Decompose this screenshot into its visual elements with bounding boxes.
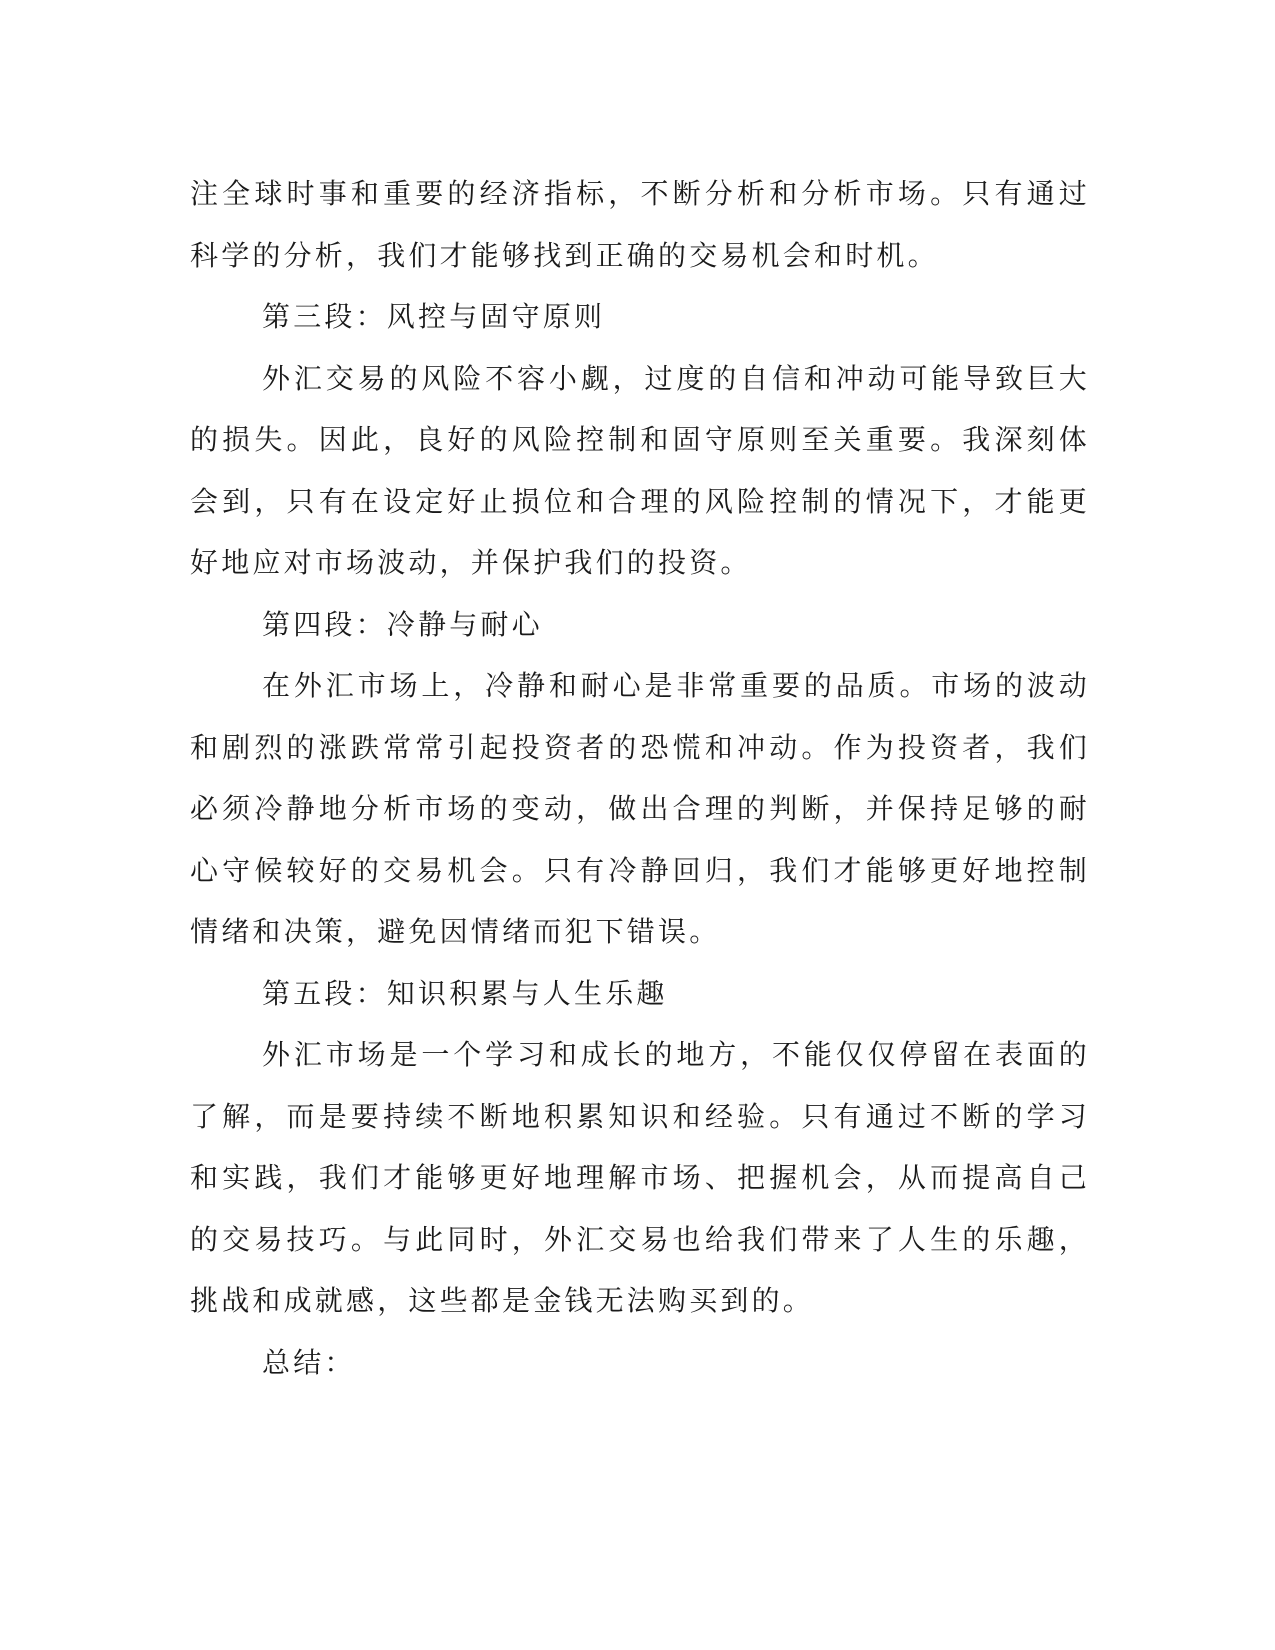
body-paragraph-risk-control: 外汇交易的风险不容小觑，过度的自信和冲动可能导致巨大的损失。因此，良好的风险控制和固守原则至关重要。我深刻体会到，只有在设定好止损位和合理的风险控制的情况下，才能更好地应对市场波动，并保护我们的投资。 (190, 361, 1090, 579)
section-heading-5: 第五段：知识积累与人生乐趣 (262, 976, 668, 1010)
summary-heading: 总结： (262, 1345, 356, 1379)
body-paragraph-continued: 注全球时事和重要的经济指标，不断分析和分析市场。只有通过科学的分析，我们才能够找到正确的交易机会和时机。 (190, 177, 1090, 272)
section-heading-4: 第四段：冷静与耐心 (262, 607, 543, 641)
section-heading-3: 第三段：风控与固守原则 (262, 300, 606, 333)
body-paragraph-knowledge: 外汇市场是一个学习和成长的地方，不能仅仅停留在表面的了解，而是要持续不断地积累知识和经验。只有通过不断的学习和实践，我们才能够更好地理解市场、把握机会，从而提高自己的交易技巧。与此同时，外汇交易也给我们带来了人生的乐趣，挑战和成就感，这些都是金钱无法购买到的。 (190, 1038, 1090, 1317)
document-body (190, 163, 1090, 1393)
body-paragraph-calm-patience: 在外汇市场上，冷静和耐心是非常重要的品质。市场的波动和剧烈的涨跌常常引起投资者的恐慌和冲动。作为投资者，我们必须冷静地分析市场的变动，做出合理的判断，并保持足够的耐心守候较好的交易机会。只有冷静回归，我们才能够更好地控制情绪和决策，避免因情绪而犯下错误。 (190, 669, 1090, 948)
